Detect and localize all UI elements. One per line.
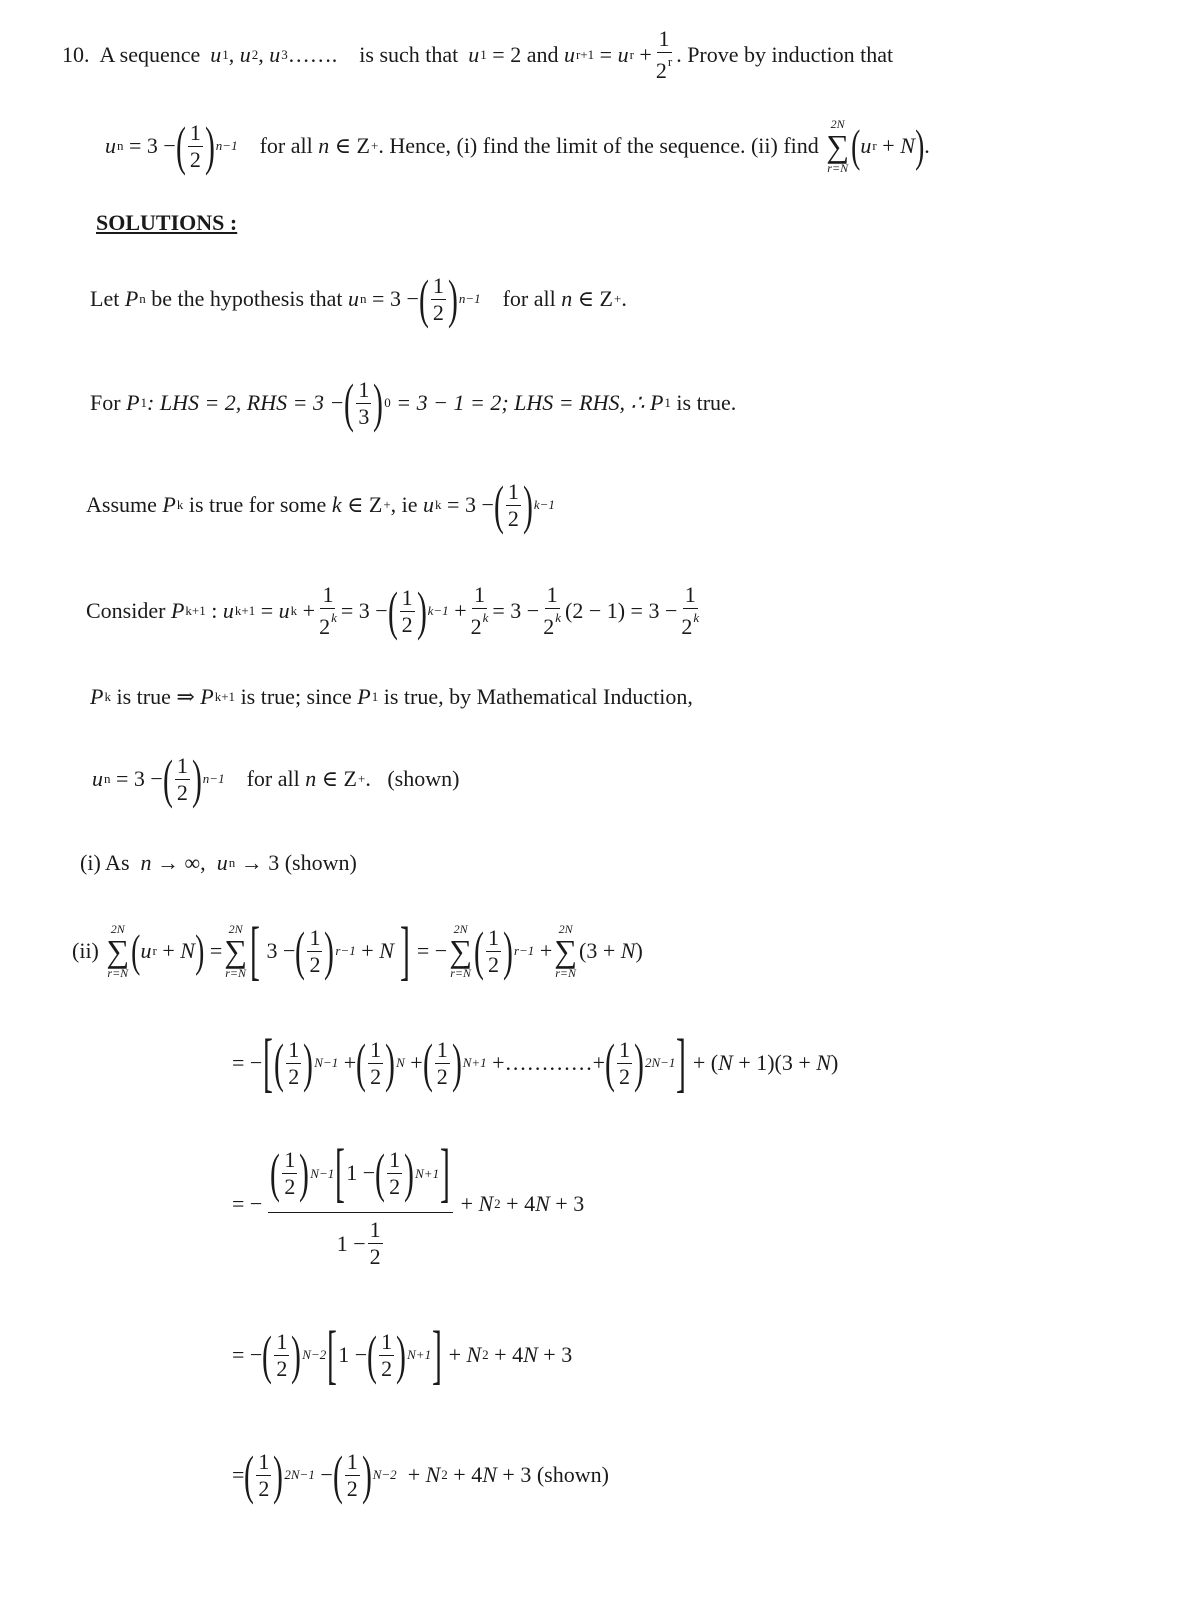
base-case-prefix: For	[90, 390, 121, 415]
assume-body: is true for some	[188, 492, 327, 517]
conclusion-forall: for all	[246, 766, 300, 791]
limit-line: (i) As n → ∞, u n → 3 (shown)	[80, 850, 357, 875]
induction-conclusion: is true, by Mathematical Induction,	[383, 684, 693, 709]
induction-line: P k is true ⇒ P k+1 is true; since P 1 is true, by Mathematical Induction,	[90, 684, 693, 709]
let-text: Let	[90, 286, 120, 311]
question-u1-value: = 2	[492, 42, 522, 67]
series-dots: …………	[504, 1050, 593, 1075]
hypothesis-line: Let P n be the hypothesis that u n = 3 − ( $\frac{1}{2}$ ) n−1 for all n ∈ Z + .	[90, 269, 627, 329]
part-ii-line-1: (ii) 2N ∑ r=N ( u r + N ) = 2N ∑ r=N [ 3 − ( $\frac{1}{2}$ ) r−1 + N ] = − 2N ∑ r=N ( $\frac{1}{2}$ ) r−1 + 2N ∑ r=N (3 + N )	[72, 914, 643, 987]
question-line-1: 10. A sequence u 1 , u 2 , u 3 ……. is such that u 1 = 2 and u r+1 = u r + $\frac{1}{2^r}$ . Prove by induction that	[62, 26, 894, 83]
hypothesis-forall: for all	[502, 286, 556, 311]
ie-text: , ie	[390, 492, 418, 517]
question-forall: for all	[259, 133, 313, 158]
base-case-true: is true.	[676, 390, 737, 415]
limit-shown: (shown)	[284, 850, 357, 875]
part-ii-line-4: = − ( $\frac{1}{2}$ ) N−2 [ 1 − ( $\frac{1}{2}$ ) N+1 ] + N 2 + 4 N + 3	[232, 1318, 573, 1391]
part-ii-label: (ii)	[72, 938, 99, 963]
question-prove: . Prove by induction that	[676, 42, 894, 67]
assumption-line: Assume P k is true for some k ∈ Z + , ie u k = 3 − ( $\frac{1}{2}$ ) k−1	[86, 475, 555, 535]
assume-text: Assume	[86, 492, 157, 517]
part-ii-line-3: = − ( $\frac{1}{2}$ ) N−1 [ 1 − ( $\frac{1}{2}$ ) N+1 ] 1 − $\frac{1}{2}$ + N 2 + 4 N + 3	[232, 1136, 585, 1269]
question-dots: …….	[287, 42, 338, 67]
final-shown: (shown)	[536, 1462, 609, 1487]
hypothesis-text: be the hypothesis that	[151, 286, 343, 311]
base-case-body: : LHS = 2, RHS = 3 −	[147, 390, 345, 415]
conclusion-shown: (shown)	[387, 766, 460, 791]
base-case-line: For P 1 : LHS = 2, RHS = 3 − ( $\frac{1}{3}$ ) 0 = 3 − 1 = 2; LHS = RHS, ∴ P 1 is true.	[90, 373, 737, 433]
induction-implies: is true ⇒	[116, 684, 195, 709]
part-i-label: (i) As	[80, 850, 130, 875]
question-number: 10.	[62, 42, 90, 67]
question-line-2: u n = 3 − ( $\frac{1}{2}$ ) n−1 for all n ∈ Z + . Hence, (i) find the limit of the sequence. (ii) find 2N ∑ r=N ( u r + N ) .	[105, 116, 930, 176]
part-ii-line-5: = ( $\frac{1}{2}$ ) 2N−1 − ( $\frac{1}{2}$ ) N−2 + N 2 + 4 N + 3 (shown)	[232, 1445, 609, 1505]
solutions-heading	[96, 210, 237, 236]
induction-since: is true; since	[240, 684, 352, 709]
question-hence: . Hence, (i) find the limit of the sequence. (ii) find	[378, 133, 819, 158]
question-text-1: is such that	[359, 42, 459, 67]
base-case-result: = 3 − 1 = 2; LHS = RHS, ∴	[396, 390, 645, 415]
question-and: and	[526, 42, 559, 67]
question-intro: A sequence	[99, 42, 201, 67]
consider-text: Consider	[86, 598, 166, 623]
inductive-step-line: Consider P k+1 : u k+1 = u k + $\frac{1}{2^k}$ = 3 − ( $\frac{1}{2}$ ) k−1 + $\frac{1}{2^k}$ = 3 − $\frac{1}{2^k}$ (2 − 1) = 3 − $\frac{1}{2^k}$	[86, 581, 700, 641]
solutions-title: SOLUTIONS :	[96, 210, 238, 235]
part-ii-line-2: = − [ ( $\frac{1}{2}$ ) N−1 + ( $\frac{1}{2}$ ) N + ( $\frac{1}{2}$ ) N+1 + ………… + ( $\frac{1}{2}$ ) 2N−1 ] + ( N + 1)(3 + N )	[232, 1026, 839, 1099]
conclusion-line: u n = 3 − ( $\frac{1}{2}$ ) n−1 for all n ∈ Z + . (shown)	[92, 749, 460, 809]
